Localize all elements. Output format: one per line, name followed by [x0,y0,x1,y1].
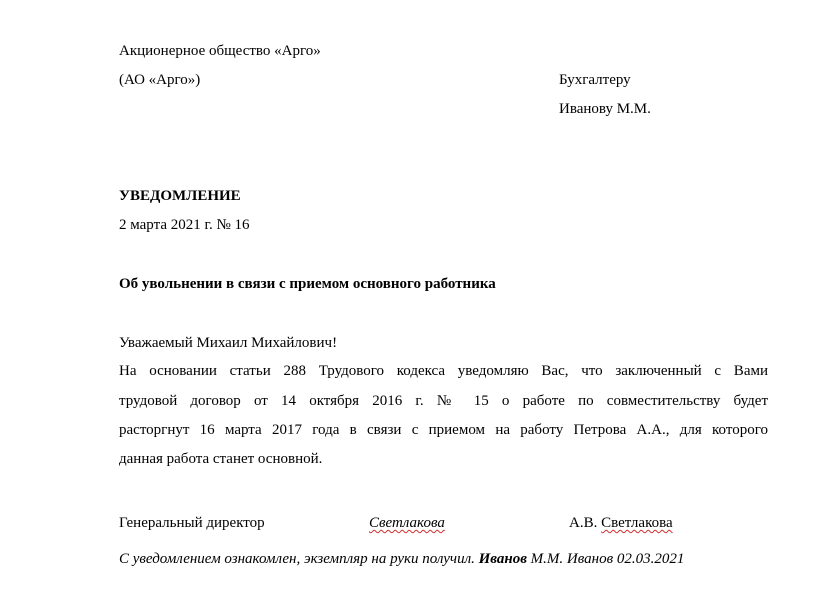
recipient-position: Бухгалтеру [559,72,631,88]
body-line: трудовой договор от 14 октября 2016 г. № 15 о работе по совместительству будет [119,393,768,409]
greeting: Уважаемый Михаил Михайлович! [119,335,338,351]
signer-surname: Светлакова [601,515,673,531]
recipient-name: Иванову М.М. [559,101,651,117]
document-date-number: 2 марта 2021 г. № 16 [119,217,250,233]
body-last-line: данная работа станет основной. [119,451,323,467]
signer-name [569,514,673,532]
handwritten-signature: Светлакова [369,515,445,531]
signer-position: Генеральный директор [119,515,265,531]
acknowledgement-name-date: М.М. Иванов 02.03.2021 [526,551,685,567]
acknowledgement-line [119,550,684,568]
signer-initials: А.В. [569,515,602,531]
acknowledgement-text: С уведомлением ознакомлен, экземпляр на руки получил. [119,551,475,567]
org-short-name: (АО «Арго») [119,72,201,88]
org-full-name: Акционерное общество «Арго» [119,43,321,59]
acknowledgement-signature: Иванов [478,551,527,567]
document-subject: Об увольнении в связи с приемом основного работника [119,276,496,292]
body-line: расторгнут 16 марта 2017 года в связи с приемом на работу Петрова А.А., для которого [119,422,768,438]
document-title: УВЕДОМЛЕНИЕ [119,188,241,204]
body-line: На основании статьи 288 Трудового кодекса уведомляю Вас, что заключенный с Вами [119,363,768,379]
